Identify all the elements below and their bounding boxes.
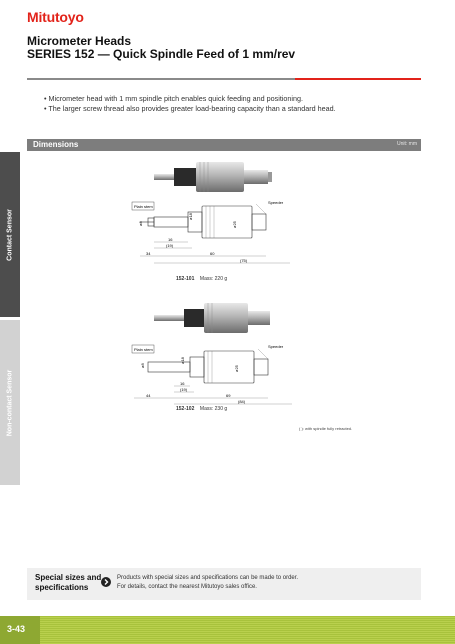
dim-phi25: ø25: [232, 221, 237, 228]
special-text-line-2: For details, contact the nearest Mitutoyo sales office.: [117, 584, 257, 590]
mitutoyo-logo: Mitutoyo: [27, 9, 84, 25]
special-heading-line-1: Special sizes and: [35, 573, 102, 582]
title-line-1: Micrometer Heads: [27, 34, 132, 48]
dim-69: 69: [226, 393, 231, 398]
page-number-block: [0, 616, 40, 644]
feature-list: [44, 94, 336, 114]
special-text: [117, 574, 298, 592]
special-heading-line-2: specifications: [35, 583, 89, 592]
dim-phi8: ø8: [138, 221, 143, 226]
product-photo-152-101: [150, 152, 275, 200]
dim-19: (19): [180, 387, 188, 392]
feature-item: • The larger screw thread also provides greater load-bearing capacity than a standard head.: [44, 104, 336, 114]
plain-stem-label: Plain stem: [134, 347, 153, 352]
dim-phi18: ø18: [188, 213, 193, 220]
tab-non-contact-label: Non-contact Sensor: [6, 369, 14, 436]
model-mass: Mass: 220 g: [199, 276, 228, 282]
special-text-line-1: Products with special sizes and specifications can be made to order.: [117, 575, 299, 581]
dimensions-title: Dimensions: [33, 140, 79, 149]
product-photo-152-102: [150, 297, 275, 341]
dim-phi25: ø25: [234, 365, 239, 372]
dim-phi18: ø18: [180, 357, 185, 364]
tab-contact-sensor[interactable]: [0, 152, 20, 317]
caption-152-101: [176, 276, 227, 282]
speeder-label: Speeder: [268, 344, 284, 349]
tab-contact-label: Contact Sensor: [6, 208, 14, 261]
dim-34: 34: [146, 251, 151, 256]
title-rule: [27, 78, 421, 80]
plain-stem-label: Plain stem: [134, 204, 153, 209]
dim-19: (19): [166, 243, 174, 248]
page-footer: [0, 616, 455, 644]
dim-60: 60: [210, 251, 215, 256]
caption-152-102: [176, 406, 227, 412]
dim-16: 16: [180, 381, 185, 386]
model-code: 152-101: [176, 276, 195, 282]
feature-item: • Micrometer head with 1 mm spindle pitch enables quick feeding and positioning.: [44, 94, 336, 104]
model-code: 152-102: [176, 406, 195, 412]
dim-phi8: ø8: [140, 363, 145, 368]
unit-label: Unit: mm: [397, 141, 417, 147]
arrow-right-icon: [101, 577, 111, 587]
footnote: ( ): with spindle fully retracted.: [299, 426, 353, 431]
dim-75: (75): [240, 258, 248, 263]
tab-non-contact-sensor[interactable]: [0, 320, 20, 485]
drawing-152-101: [130, 196, 302, 272]
dim-44: 44: [146, 393, 151, 398]
drawing-152-102: [130, 338, 302, 414]
title-line-2: SERIES 152 — Quick Spindle Feed of 1 mm/rev: [27, 47, 296, 61]
page-title: [27, 35, 295, 61]
model-mass: Mass: 230 g: [199, 406, 228, 412]
speeder-label: Speeder: [268, 200, 284, 205]
dim-84: (84): [238, 399, 246, 404]
special-sizes-box: [27, 568, 421, 600]
special-heading: [35, 573, 101, 593]
page-number: 3-43: [7, 624, 26, 634]
dimensions-header: [27, 139, 421, 151]
dim-16: 16: [168, 237, 173, 242]
